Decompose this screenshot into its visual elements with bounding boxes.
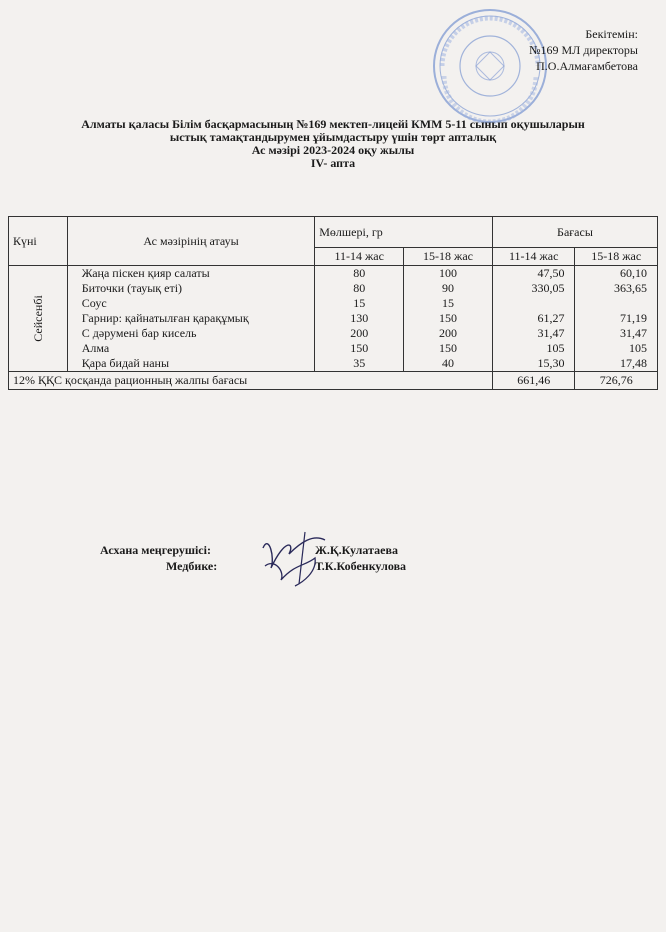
dish-name: Алма — [81, 341, 110, 355]
quantity-value: 130 — [350, 311, 369, 325]
dish-name: Гарнир: қайнатылған қарақұмық — [81, 311, 249, 325]
heading-line-4: IV- апта — [310, 156, 356, 170]
dish-name: Жаңа піскен қияр салаты — [81, 266, 210, 280]
total-price-age-1: 661,46 — [492, 372, 575, 390]
quantity-value: 15 — [353, 296, 366, 310]
header-quantity: Мөлшері, гр — [315, 217, 493, 248]
price-value: 15,30 — [537, 356, 565, 370]
header-dish: Ас мәзірінің атауы — [67, 217, 315, 266]
total-row — [9, 372, 658, 390]
quantity-value: 200 — [350, 326, 369, 340]
quantity-value: 150 — [439, 311, 458, 325]
signature-name: Т.К.Кобенкулова — [315, 559, 407, 573]
approval-title: Бекітемін: — [585, 27, 638, 41]
quantity-age-2-column — [404, 266, 493, 372]
price-value — [579, 296, 653, 311]
price-value: 31,47 — [537, 326, 565, 340]
quantity-value: 100 — [439, 266, 458, 280]
header-price-age-2: 15-18 жас — [575, 248, 658, 266]
quantity-value: 80 — [353, 266, 366, 280]
table-row-day — [9, 266, 658, 372]
approval-position: №169 МЛ директоры — [529, 43, 638, 57]
price-value: 60,10 — [620, 266, 647, 280]
day-cell — [9, 266, 68, 372]
heading-line-3: Ас мәзірі 2023-2024 оқу жылы — [251, 143, 415, 157]
quantity-age-1-column — [315, 266, 404, 372]
price-value: 105 — [629, 341, 647, 355]
quantity-value: 40 — [442, 356, 455, 370]
price-age-2-column — [575, 266, 658, 372]
quantity-value: 200 — [439, 326, 458, 340]
quantity-value: 90 — [442, 281, 455, 295]
quantity-value: 80 — [353, 281, 366, 295]
handwritten-signature — [255, 528, 335, 588]
price-value: 61,27 — [537, 311, 565, 325]
approval-block — [529, 26, 638, 74]
document-heading — [0, 118, 666, 170]
signature-role: Асхана меңгерушісі: — [100, 543, 211, 557]
quantity-value: 35 — [353, 356, 366, 370]
price-value: 330,05 — [531, 281, 565, 295]
price-value: 47,50 — [537, 266, 565, 280]
heading-line-1: Алматы қаласы Білім басқармасының №169 мектеп-лицейі КММ 5-11 сынып оқушыларын — [81, 117, 585, 131]
dish-column — [67, 266, 315, 372]
dish-name: С дәрумені бар кисель — [81, 326, 197, 340]
price-value: 71,19 — [620, 311, 647, 325]
menu-table — [8, 216, 658, 390]
header-quantity-age-1: 11-14 жас — [315, 248, 404, 266]
price-value: 105 — [546, 341, 565, 355]
day-label: Сейсенбі — [30, 295, 45, 342]
signature-role: Медбике: — [166, 559, 218, 573]
price-value — [497, 296, 571, 311]
approval-name: П.О.Алмағамбетова — [536, 59, 638, 73]
dish-name: Қара бидай наны — [81, 356, 170, 370]
header-price: Бағасы — [492, 217, 657, 248]
header-day: Күні — [9, 217, 68, 266]
quantity-value: 150 — [439, 341, 458, 355]
price-value: 31,47 — [620, 326, 647, 340]
signature-name: Ж.Қ.Кулатаева — [315, 543, 398, 557]
dish-name: Соус — [81, 296, 107, 310]
price-age-1-column — [492, 266, 575, 372]
total-label: 12% ҚҚС қосқанда рационның жалпы бағасы — [9, 372, 493, 390]
dish-name: Биточки (тауық еті) — [81, 281, 183, 295]
header-quantity-age-2: 15-18 жас — [404, 248, 493, 266]
quantity-value: 15 — [442, 296, 455, 310]
header-price-age-1: 11-14 жас — [492, 248, 575, 266]
quantity-value: 150 — [350, 341, 369, 355]
heading-line-2: ыстық тамақтандырумен ұйымдастыру үшін төрт апталық — [169, 130, 497, 144]
total-price-age-2: 726,76 — [575, 372, 658, 390]
price-value: 363,65 — [614, 281, 647, 295]
price-value: 17,48 — [620, 356, 647, 370]
